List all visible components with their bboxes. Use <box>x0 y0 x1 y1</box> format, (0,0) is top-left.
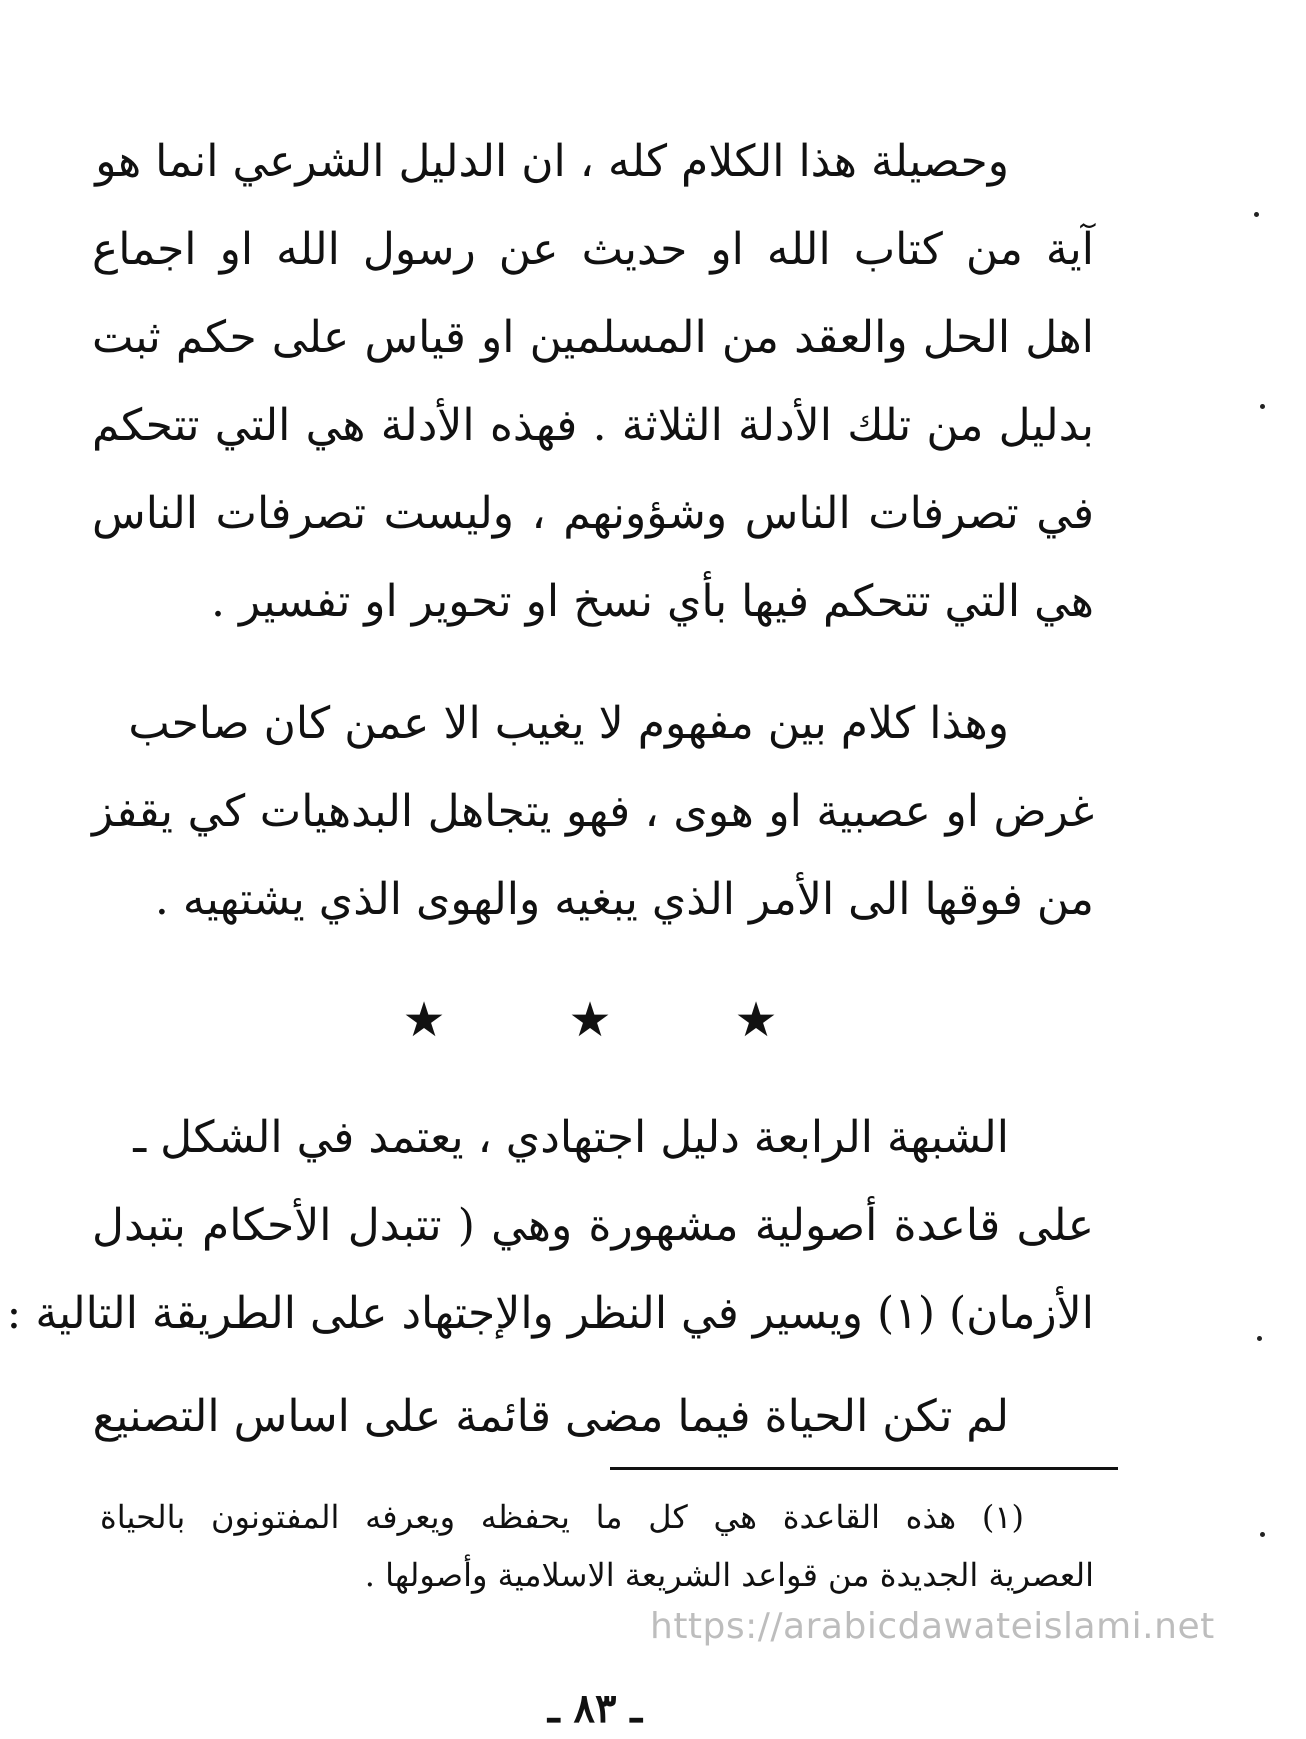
paragraph-4 <box>92 1373 1094 1461</box>
page-number: ـ ٨٣ ـ <box>547 1685 643 1732</box>
scan-speck <box>1260 404 1265 409</box>
scan-speck <box>1254 212 1259 217</box>
footnote-rule <box>610 1467 1118 1470</box>
paragraph-line: اهل الحل والعقد من المسلمين او قياس على حكم ثبت <box>92 312 1094 363</box>
footnote <box>100 1488 1094 1604</box>
section-separator <box>400 990 780 1050</box>
star-icon: ★ <box>734 992 778 1048</box>
footnote-line: العصرية الجديدة من قواعد الشريعة الاسلامية وأصولها . <box>364 1556 1094 1594</box>
paragraph-3 <box>6 1094 1094 1358</box>
paragraph-2 <box>92 680 1094 944</box>
paragraph-line: في تصرفات الناس وشؤونهم ، وليست تصرفات الناس <box>92 488 1094 539</box>
paragraph-line: على قاعدة أصولية مشهورة وهي ( تتبدل الأحكام بتبدل <box>92 1200 1094 1251</box>
paragraph-1 <box>92 118 1094 646</box>
paragraph-line: من فوقها الى الأمر الذي يبغيه والهوى الذي يشتهيه . <box>154 874 1094 925</box>
paragraph-line: غرض او عصبية او هوى ، فهو يتجاهل البدهيات كي يقفز <box>92 786 1094 837</box>
paragraph-line: وحصيلة هذا الكلام كله ، ان الدليل الشرعي انما هو <box>95 136 1009 187</box>
paragraph-line: وهذا كلام بين مفهوم لا يغيب الا عمن كان صاحب <box>128 698 1009 749</box>
paragraph-line: لم تكن الحياة فيما مضى قائمة على اساس التصنيع <box>92 1391 1009 1442</box>
paragraph-line: الأزمان) (١) ويسير في النظر والإجتهاد على الطريقة التالية : <box>6 1288 1094 1339</box>
star-icon: ★ <box>568 992 612 1048</box>
paragraph-line: هي التي تتحكم فيها بأي نسخ او تحوير او تفسير . <box>211 576 1094 627</box>
paragraph-line: بدليل من تلك الأدلة الثلاثة . فهذه الأدلة هي التي تتحكم <box>92 400 1094 451</box>
watermark-url: https://arabicdawateislami.net <box>650 1606 1215 1647</box>
paragraph-line: الشبهة الرابعة دليل اجتهادي ، يعتمد في الشكل ـ <box>133 1112 1009 1163</box>
scan-speck <box>1257 1336 1262 1341</box>
footnote-line: (١) هذه القاعدة هي كل ما يحفظه ويعرفه المفتونون بالحياة <box>100 1498 1024 1536</box>
star-icon: ★ <box>402 992 446 1048</box>
paragraph-line: آية من كتاب الله او حديث عن رسول الله او اجماع <box>92 224 1094 275</box>
scan-speck <box>1260 1532 1265 1537</box>
